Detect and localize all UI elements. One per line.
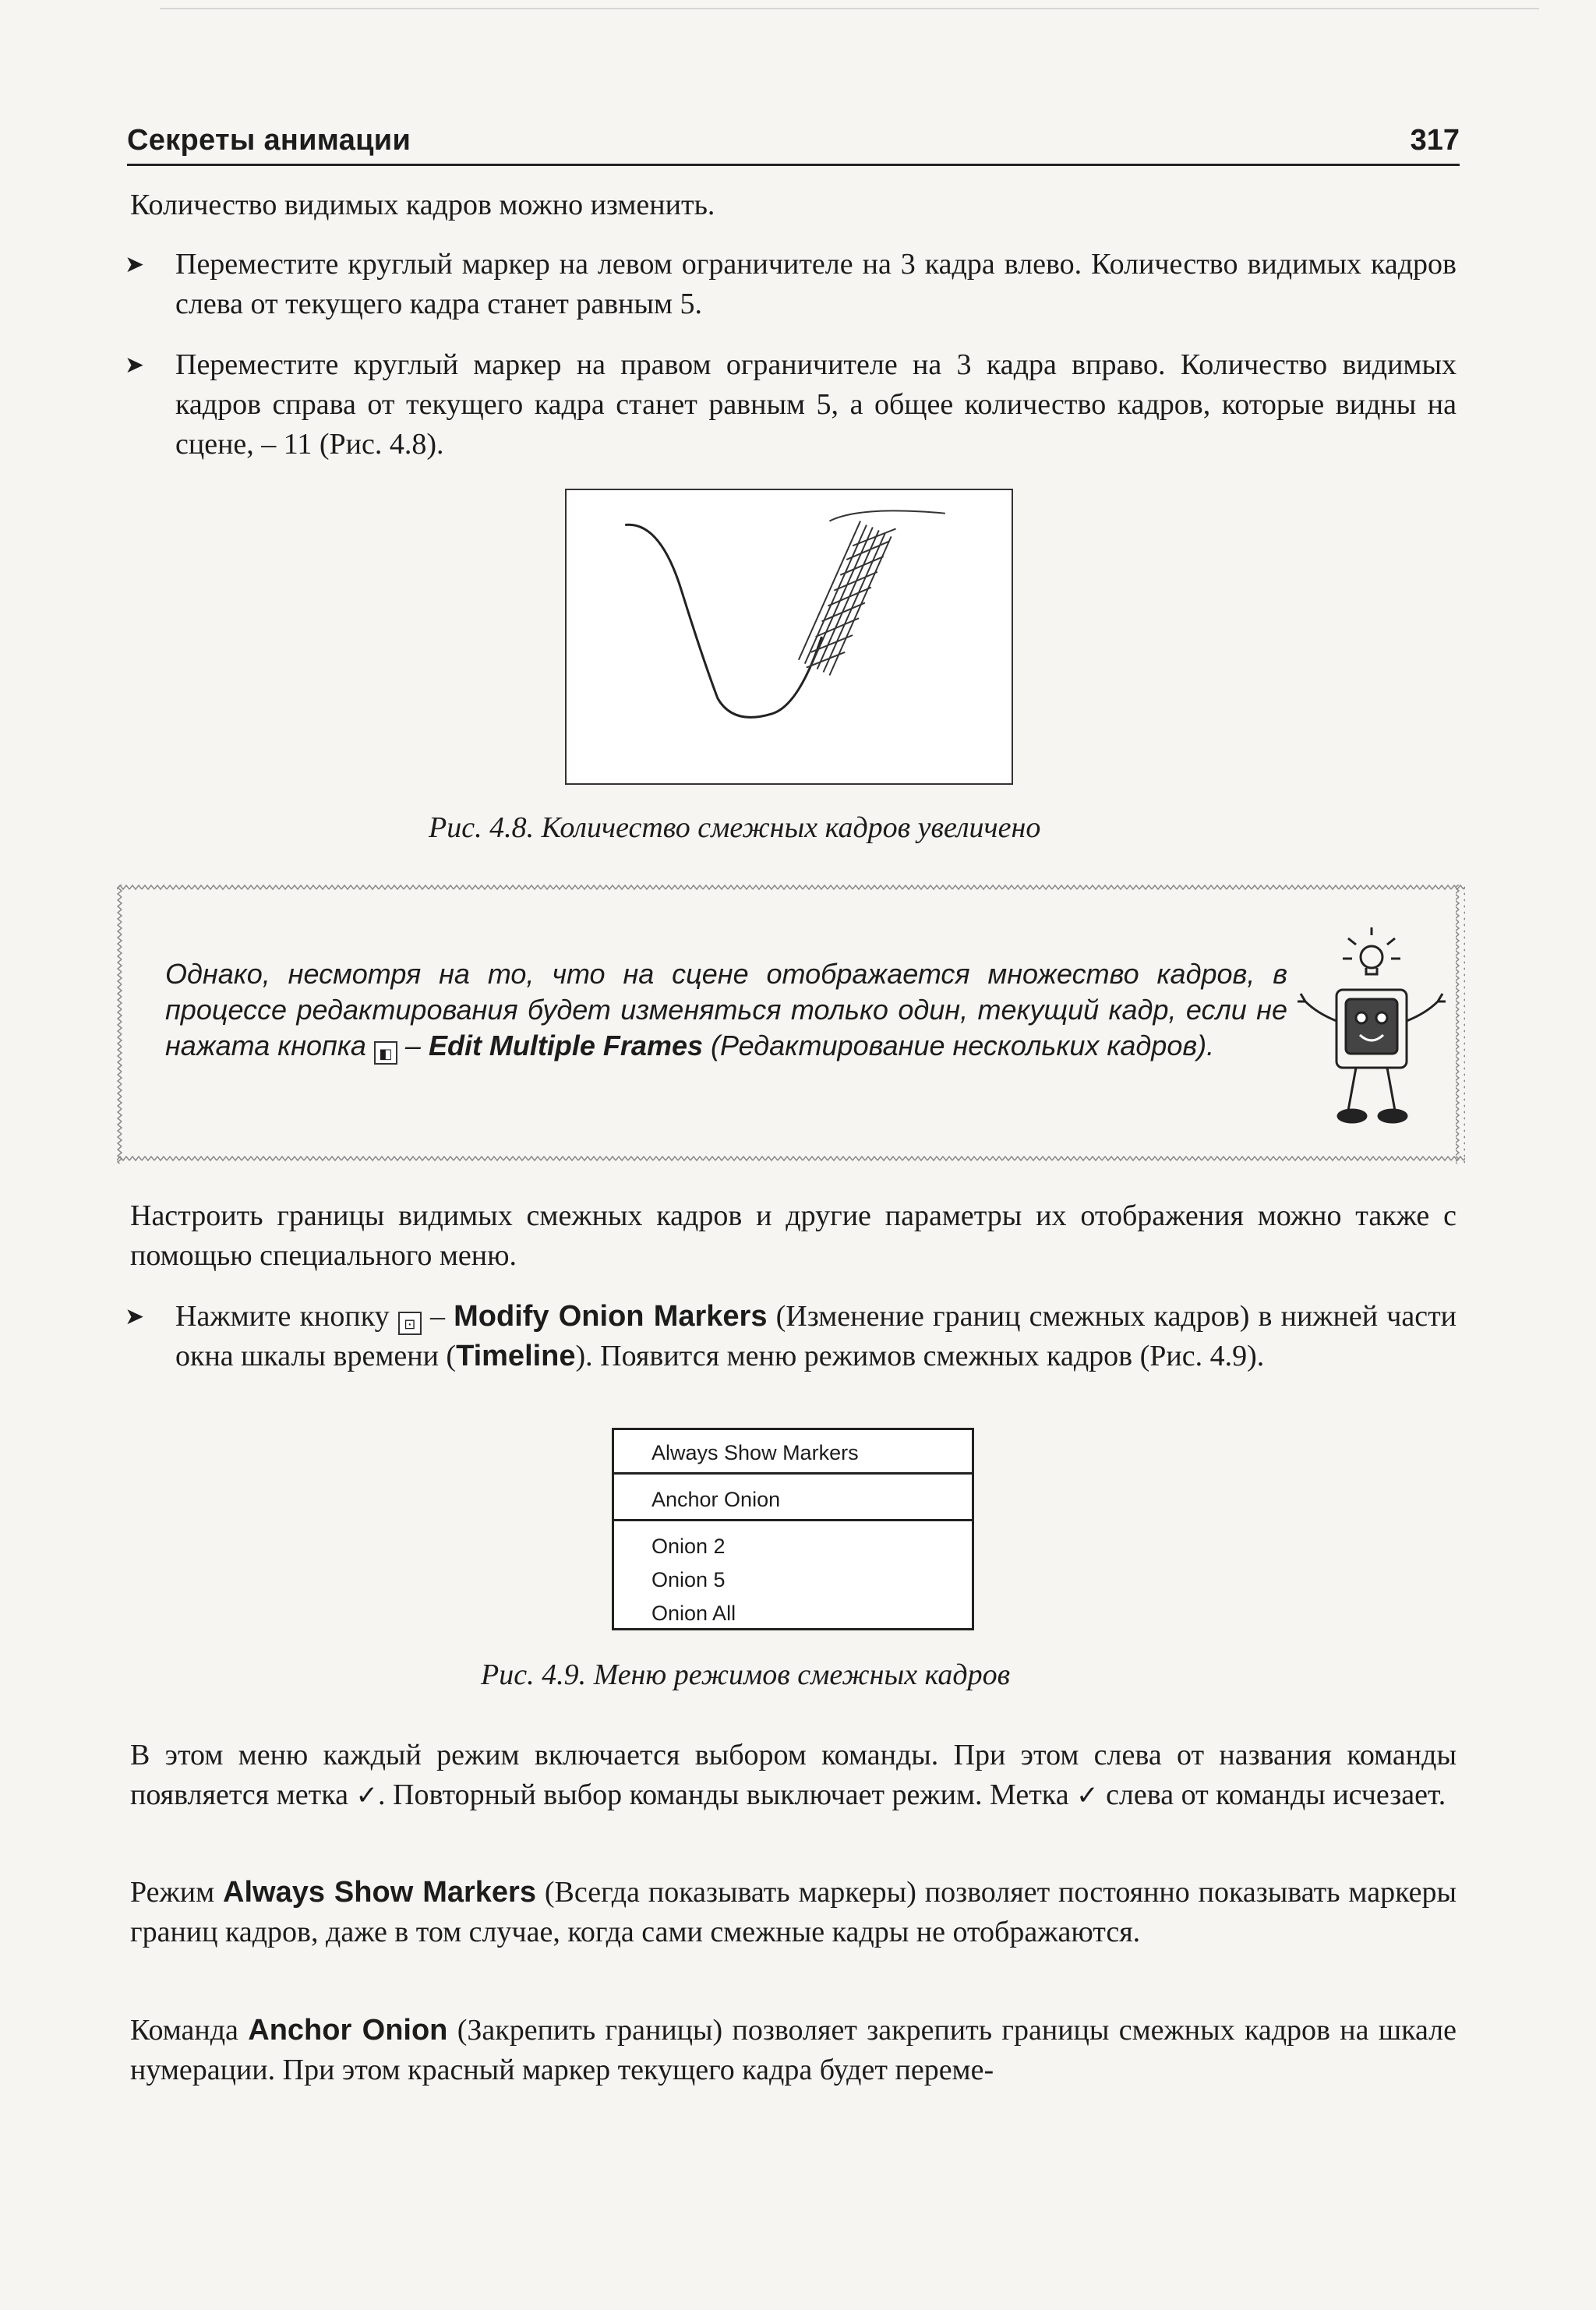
bullet-lead: Нажмите кнопку [175,1300,390,1333]
menu-separator [614,1519,972,1521]
para-lead: Режим [130,1876,224,1909]
para-text: (Всегда показывать маркеры) позволяет постоянно показывать маркеры границ кадров, даже в том случае, когда сами смежные кадры не отображаются. [130,1876,1457,1948]
menu-item-onion-5[interactable]: Onion 5 [651,1568,726,1591]
para-text: В этом меню каждый режим включается выбором команды. При этом слева от названия команды появляется метка [130,1739,1457,1811]
edit-multiple-frames-command: Edit Multiple Frames [428,1030,703,1061]
note-text-main: Однако, несмотря на то, что на сцене отображается множество кадров, в процессе редактирования будет изменяться только один, текущий кадр, если не нажата кнопка [165,958,1287,1061]
menu-item-always-show-markers[interactable]: Always Show Markers [651,1441,859,1464]
top-rule [160,8,1539,9]
paragraph [130,1736,1457,1816]
para-lead: Команда [130,2014,249,2047]
edit-multiple-frames-icon: ◧ [374,1041,397,1065]
figure-caption: Рис. 4.8. Количество смежных кадров увеличено [429,811,1041,844]
bullet-item [125,1297,1457,1376]
intro-paragraph: Количество видимых кадров можно изменить. [130,189,715,221]
menu-item-anchor-onion[interactable]: Anchor Onion [651,1488,781,1511]
always-show-markers-term: Always Show Markers [223,1876,536,1909]
modify-onion-markers-icon: ⊡ [398,1312,422,1335]
bullet-middle: (Изменение границ смежных кадров) в нижней части окна шкалы времени ( [175,1300,1457,1372]
page-number: 317 [1410,124,1460,157]
arrowhead-bullet-icon: ➤ [125,251,145,278]
page-header [127,117,1460,166]
bullet-item [125,245,1457,324]
bullet-item [125,345,1457,464]
menu-item-onion-2[interactable]: Onion 2 [651,1535,726,1558]
menu-separator [614,1472,972,1475]
bullet-dash: – [421,1300,454,1333]
paragraph [130,2011,1457,2090]
bullet-text [175,1297,1457,1376]
para-text: (Закрепить границы) позволяет закрепить границы смежных кадров на шкале нумерации. При этом красный маркер текущего кадра будет переме- [130,2014,1457,2086]
paragraph [130,1873,1457,1952]
checkmark-icon: ✓ [355,1780,379,1811]
note-box [117,885,1465,1164]
arrowhead-bullet-icon: ➤ [125,351,145,379]
checkmark-icon: ✓ [1076,1780,1099,1811]
modify-onion-markers-command: Modify Onion Markers [454,1300,768,1333]
note-dash: – [397,1030,429,1061]
arrowhead-bullet-icon: ➤ [125,1303,145,1330]
para-text: . Повторный выбор команды выключает режим. Метка [378,1778,1077,1811]
bullet-tail: ). Появится меню режимов смежных кадров (Рис. 4.9). [575,1340,1265,1372]
figure-caption: Рис. 4.9. Меню режимов смежных кадров [481,1658,1011,1691]
paragraph: Настроить границы видимых смежных кадров и другие параметры их отображения можно также с помощью специального меню. [130,1199,1457,1272]
bullet-text: Переместите круглый маркер на левом ограничителе на 3 кадра влево. Количество видимых кадров слева от текущего кадра станет равным 5. [175,248,1457,320]
timeline-term: Timeline [456,1340,576,1372]
note-text-tail: (Редактирование нескольких кадров). [703,1030,1215,1061]
para-text: слева от команды исчезает. [1098,1778,1446,1811]
bullet-text: Переместите круглый маркер на правом ограничителе на 3 кадра вправо. Количество видимых кадров справа от текущего кадра станет равным 5, а общее количество кадров, которые видны на сцене, – 11 (Рис. 4.8). [175,348,1457,461]
onion-frames-stack [799,510,945,675]
computer-mascot-icon [1298,927,1446,1138]
onion-skin-illustration [567,490,1012,783]
running-title: Секреты анимации [127,124,411,157]
anchor-onion-term: Anchor Onion [248,2014,448,2047]
note-text [165,956,1287,1065]
menu-item-onion-all[interactable]: Onion All [651,1602,736,1625]
onion-skin-figure [565,489,1013,785]
onion-modes-menu [612,1428,974,1630]
